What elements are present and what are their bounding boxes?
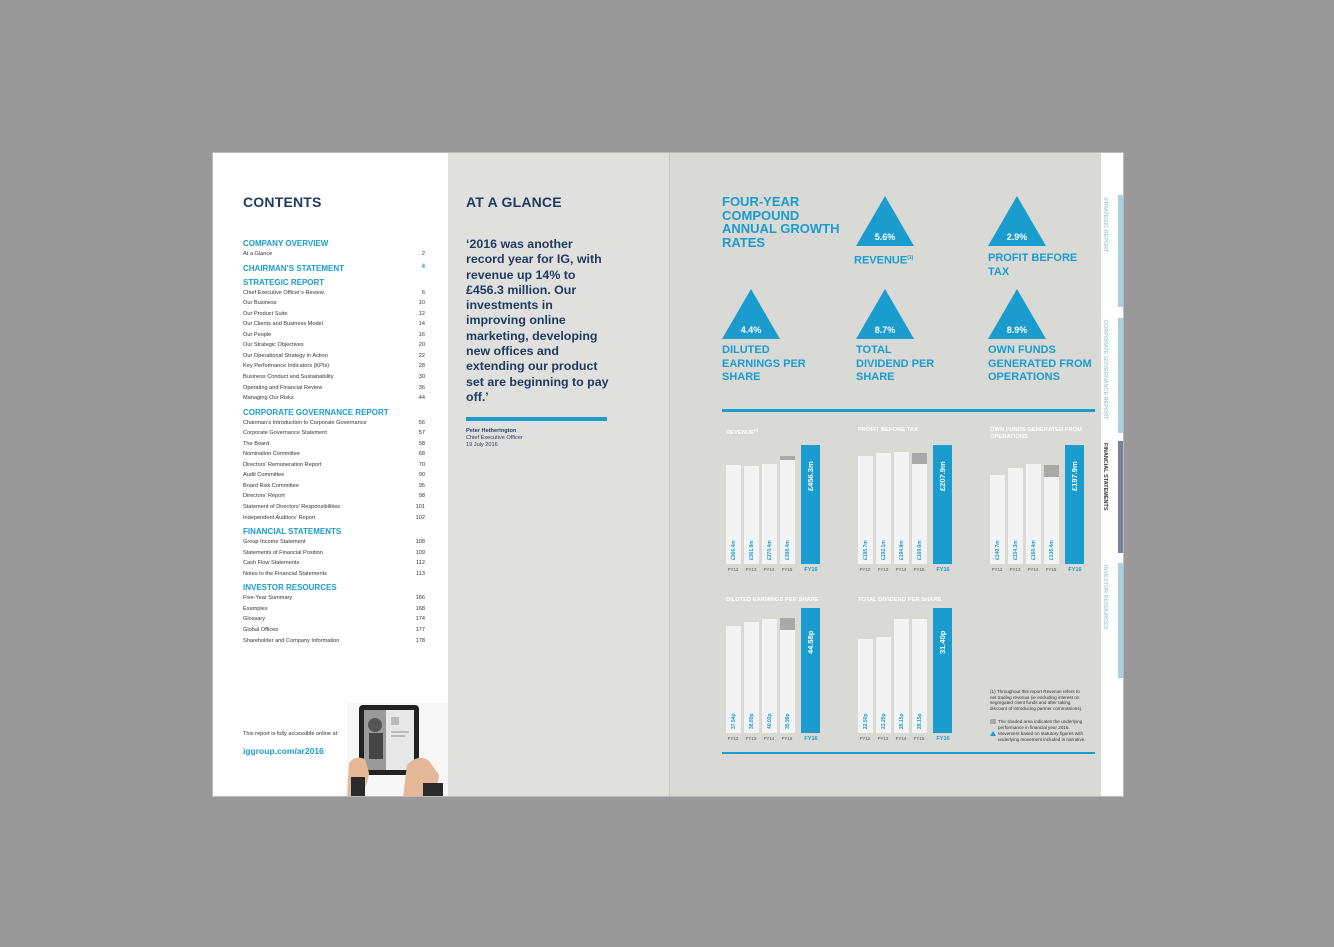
- chart-x-tick: FY15: [913, 736, 925, 741]
- chart-bar-label: £160.4m: [1031, 540, 1037, 560]
- toc-entry[interactable]: The Board 58: [243, 440, 425, 447]
- toc-entry[interactable]: Five-Year Summary 166: [243, 595, 425, 602]
- charts-top-rule: [722, 409, 1095, 412]
- toc-entry[interactable]: Chairman’s Introduction to Corporate Governance 56: [243, 419, 425, 426]
- chart-bar-label: 40.02p: [767, 713, 773, 729]
- chart-bar-label: £140.7m: [995, 540, 1001, 560]
- toc-section-heading[interactable]: INVESTOR RESOURCES: [243, 583, 337, 593]
- growth-title: FOUR-YEAR COMPOUND ANNUAL GROWTH RATES: [722, 194, 840, 250]
- tab-investor-bar[interactable]: [1118, 563, 1124, 678]
- chart-x-tick: FY12: [859, 567, 871, 572]
- toc-entry[interactable]: Examples 168: [243, 605, 425, 612]
- chart-x-tick: FY16: [1068, 567, 1082, 573]
- toc-section-heading[interactable]: CHAIRMAN’S STATEMENT 4: [243, 263, 425, 273]
- chart-bar: [933, 608, 952, 733]
- chart-x-tick: FY13: [877, 567, 889, 572]
- chart-x-tick: FY13: [745, 736, 757, 741]
- metric-value-eps: 4.4%: [740, 325, 762, 335]
- chart-bar-label: £366.4m: [731, 540, 737, 560]
- chart-bar-label: 37.54p: [731, 713, 737, 729]
- footnote-1: (1) Throughout this report Revenue refers to net trading revenue (ie excluding interest on segregated client funds and after taking discount of introducing partner commissions).: [990, 689, 1083, 711]
- chart-x-tick: FY15: [781, 736, 793, 741]
- quote-role: Chief Executive Officer: [466, 435, 523, 441]
- chart-bar-label: £169.6m: [917, 540, 923, 560]
- toc-entry[interactable]: Audit Committee 90: [243, 472, 425, 479]
- chart-bar-label: £456.3m: [806, 461, 815, 491]
- chart-bar-label: £192.1m: [881, 540, 887, 560]
- toc-entry[interactable]: Shareholder and Company Information 178: [243, 637, 425, 644]
- toc-entry[interactable]: Corporate Governance Statement 57: [243, 430, 425, 437]
- metric-label-ownfunds: OWN FUNDS GENERATED FROM OPERATIONS: [988, 344, 1092, 383]
- toc-entry[interactable]: Our Clients and Business Model 14: [243, 321, 425, 328]
- contents-title: CONTENTS: [243, 194, 322, 210]
- metric-value-dividend: 8.7%: [874, 325, 896, 335]
- chart-bar-label: £194.9m: [899, 540, 905, 560]
- toc-entry[interactable]: At a Glance 2: [243, 251, 425, 257]
- toc-entry[interactable]: Managing Our Risks 44: [243, 395, 425, 402]
- chart-bar-label: £361.9m: [749, 540, 755, 560]
- chart-x-tick: FY14: [763, 736, 775, 741]
- toc-entry[interactable]: Glossary 174: [243, 616, 425, 623]
- shaded-legend-swatch: [990, 719, 996, 724]
- triangle-legend-icon: [990, 731, 996, 736]
- toc-entry[interactable]: Notes to the Financial Statements 113: [243, 570, 425, 577]
- ceo-quote: ‘2016 was another record year for IG, with revenue up 14% to £456.3 million. Our investments in improving online marketing, developing new offices and extending our product set are beginning to pay off.’: [466, 237, 609, 404]
- section-tabs: [1101, 153, 1124, 797]
- chart-title: OWN FUNDS GENERATED FROM OPERATIONS: [990, 427, 1082, 440]
- chart-x-tick: FY14: [895, 567, 907, 572]
- metric-label-revenue: REVENUE$^{(1)}$: [854, 254, 914, 267]
- quote-divider: [466, 417, 607, 421]
- chart-x-tick: FY14: [763, 567, 775, 572]
- tablet-image: [347, 703, 448, 797]
- toc-entry[interactable]: Chief Executive Officer’s Review 6: [243, 289, 425, 296]
- chart-bar-label: 28.15p: [917, 713, 923, 729]
- toc-entry[interactable]: Statements of Financial Position 109: [243, 549, 425, 556]
- tab-strategic-report[interactable]: STRATEGIC REPORT: [1102, 197, 1108, 253]
- chart-x-tick: FY16: [936, 567, 950, 573]
- chart-x-tick: FY14: [1027, 567, 1039, 572]
- online-url-link[interactable]: iggroup.com/ar2016: [243, 746, 324, 756]
- chart-bar-label: £185.7m: [863, 540, 869, 560]
- chart-x-tick: FY16: [804, 567, 818, 573]
- chart-bar-label: £370.4m: [767, 540, 773, 560]
- chart-bar-label: 35.99p: [785, 713, 791, 729]
- toc-section-heading[interactable]: FINANCIAL STATEMENTS: [243, 527, 342, 537]
- chart-x-tick: FY13: [877, 736, 889, 741]
- chart-x-tick: FY15: [913, 567, 925, 572]
- chart-x-tick: FY12: [727, 736, 739, 741]
- metric-value-ownfunds: 8.9%: [1006, 325, 1028, 335]
- report-spread: [212, 152, 1124, 797]
- chart-title: PROFIT BEFORE TAX: [858, 427, 918, 433]
- chart-x-tick: FY15: [781, 567, 793, 572]
- contents-page: [213, 153, 448, 797]
- tab-financial-statements[interactable]: FINANCIAL STATEMENTS: [1102, 443, 1108, 511]
- chart-bar-label: £388.4m: [785, 540, 791, 560]
- toc-entry[interactable]: Group Income Statement 108: [243, 539, 425, 546]
- tab-strategic-bar[interactable]: [1118, 195, 1124, 307]
- chart-bar-label: 28.15p: [899, 713, 905, 729]
- metric-label-pbt: PROFIT BEFORE TAX: [988, 252, 1078, 278]
- toc-entry[interactable]: Global Offices 177: [243, 626, 425, 633]
- chart-bar-label: 31.40p: [938, 630, 947, 655]
- chart-x-tick: FY13: [745, 567, 757, 572]
- tab-financial-bar[interactable]: [1118, 441, 1124, 553]
- tab-investor-resources[interactable]: INVESTOR RESOURCES: [1102, 565, 1108, 630]
- kpi-page: [669, 153, 1101, 797]
- footnote-movement: Movement based on statutory figures with underlying movement included in narrative.: [998, 731, 1086, 742]
- chart-bar-label: £197.9m: [1070, 461, 1079, 491]
- tab-governance-bar[interactable]: [1118, 318, 1124, 433]
- chart-x-tick: FY12: [859, 736, 871, 741]
- at-a-glance-page: [448, 153, 669, 797]
- quote-date: 19 July 2016: [466, 442, 498, 448]
- toc-entry[interactable]: Independent Auditors’ Report 102: [243, 514, 425, 521]
- toc-entry[interactable]: Key Performance Indicators (KPIs) 28: [243, 363, 425, 370]
- toc-entry[interactable]: Our Strategic Objectives 20: [243, 342, 425, 349]
- chart-bar-label: £207.9m: [938, 461, 947, 491]
- chart-bar: [801, 608, 820, 733]
- glance-title: AT A GLANCE: [466, 194, 562, 210]
- toc-section-heading[interactable]: CORPORATE GOVERNANCE REPORT: [243, 407, 389, 417]
- toc-entry[interactable]: Operating and Financial Review 36: [243, 384, 425, 391]
- metric-value-revenue: 5.6%: [874, 232, 896, 242]
- toc-entry[interactable]: Cash Flow Statements 112: [243, 560, 425, 567]
- metric-label-dividend: TOTAL DIVIDEND PER SHARE: [856, 344, 935, 383]
- metric-value-pbt: 2.9%: [1006, 232, 1028, 242]
- toc-entry[interactable]: Our Product Suite 12: [243, 310, 425, 317]
- quote-author: Peter Hetherington: [466, 428, 517, 434]
- toc-entry[interactable]: Business Conduct and Sustainability 30: [243, 373, 425, 380]
- chart-title: REVENUE$^{(1)}$: [726, 428, 759, 436]
- chart-x-tick: FY12: [727, 567, 739, 572]
- chart-bar-label: 23.25p: [881, 713, 887, 729]
- chart-x-tick: FY12: [991, 567, 1003, 572]
- chart-bar-label: 22.50p: [863, 713, 869, 729]
- tab-corporate-governance[interactable]: CORPORATE GOVERNANCE REPORT: [1102, 320, 1108, 420]
- chart-bar-label: £136.4m: [1049, 540, 1055, 560]
- charts-bottom-rule: [722, 752, 1095, 754]
- toc-entry[interactable]: Our Business 10: [243, 300, 425, 307]
- metric-label-eps: DILUTED EARNINGS PER SHARE: [722, 344, 806, 383]
- toc-section-heading[interactable]: STRATEGIC REPORT: [243, 277, 325, 287]
- toc-section-heading[interactable]: COMPANY OVERVIEW: [243, 239, 329, 248]
- chart-bar-label: 44.58p: [806, 630, 815, 655]
- chart-x-tick: FY16: [804, 736, 818, 742]
- chart-x-tick: FY16: [936, 736, 950, 742]
- chart-x-tick: FY15: [1045, 567, 1057, 572]
- toc-entry[interactable]: Nomination Committee 68: [243, 451, 425, 458]
- online-text: This report is fully accessible online at:: [243, 731, 339, 737]
- chart-x-tick: FY13: [1009, 567, 1021, 572]
- chart-bar-label: 38.80p: [749, 713, 755, 729]
- toc-entry[interactable]: Statement of Directors’ Responsibilities 101: [243, 504, 425, 510]
- chart-bar-label: £154.3m: [1013, 540, 1019, 560]
- toc-entry[interactable]: Our Operational Strategy in Action 22: [243, 352, 425, 359]
- toc-entry[interactable]: Board Risk Committee 95: [243, 482, 425, 489]
- chart-x-tick: FY14: [895, 736, 907, 741]
- chart-title: DILUTED EARNINGS PER SHARE: [726, 597, 819, 603]
- toc-entry[interactable]: Directors’ Remuneration Report 70: [243, 461, 425, 468]
- toc-entry[interactable]: Directors’ Report 98: [243, 493, 425, 500]
- toc-entry[interactable]: Our People 16: [243, 331, 425, 338]
- footnote-shaded: The shaded area indicates the underlying performance in financial year 2015.: [998, 719, 1083, 730]
- chart-title: TOTAL DIVIDEND PER SHARE: [858, 597, 942, 603]
